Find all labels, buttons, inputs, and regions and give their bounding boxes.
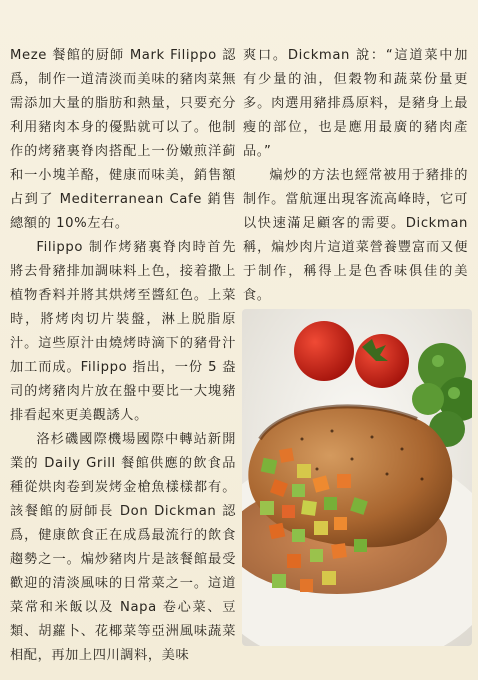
paragraph-dickman-quote: 爽口。Dickman 說：“這道菜中加有少量的油，但穀物和蔬菜份量更多。肉選用豬排爲原料，是豬身上最瘦的部位，也是應用最廣的豬肉產品。” — [243, 48, 468, 159]
paragraph-stir-fry-method: 煸炒的方法也經常被用于豬排的制作。當航運出現客流高峰時，它可以快速滿足顧客的需要。Dickman 稱，煸炒肉片這道菜營養豐富而又便于制作，稱得上是色香味俱佳的美食。 — [243, 168, 468, 303]
left-text-column — [10, 44, 236, 668]
pork-dish-illustration — [242, 309, 472, 646]
right-text-column — [243, 44, 468, 308]
paragraph-daily-grill: 洛杉磯國際機場國際中轉站新開業的 Daily Grill 餐館供應的飲食品種從烘肉卷到炭烤金槍魚樣樣都有。該餐館的厨師長 Don Dickman 認爲，健康飲食正在成爲最流行的飲食趨勢之一。煸炒豬肉片是該餐館最受歡迎的清淡風味的日常菜之一。這道菜常和米飯以及 Napa 卷心菜、豆類、胡蘿卜、花椰菜等亞洲風味蔬菜相配，再加上四川調料，美味 — [10, 432, 236, 663]
tomato-left — [294, 321, 354, 381]
paragraph-mark-filippo-intro: Meze 餐館的厨師 Mark Filippo 認爲，制作一道清淡而美味的豬肉菜無需添加大量的脂肪和熱量，只要充分利用豬肉本身的優點就可以了。他制作的烤豬裏脊肉搭配上一份嫩煎洋蓟和一小塊羊酪，健康而味美，銷售額占到了 Mediterranean Cafe 銷售總額的 10%左右。 — [10, 48, 236, 231]
paragraph-filippo-method: Filippo 制作烤豬裏脊肉時首先將去骨豬排加調味料上色，接着撒上植物香料并將其烘烤至醬紅色。上菜時，將烤肉切片裝盤，淋上脱脂原汁。這些原汁由燒烤時滴下的豬骨汁加工而成。Filippo 指出，一份 5 盎司的烤豬肉片放在盤中要比一大塊豬排看起來更美觀誘人。 — [10, 240, 236, 423]
pork-chop-photo — [242, 309, 472, 646]
